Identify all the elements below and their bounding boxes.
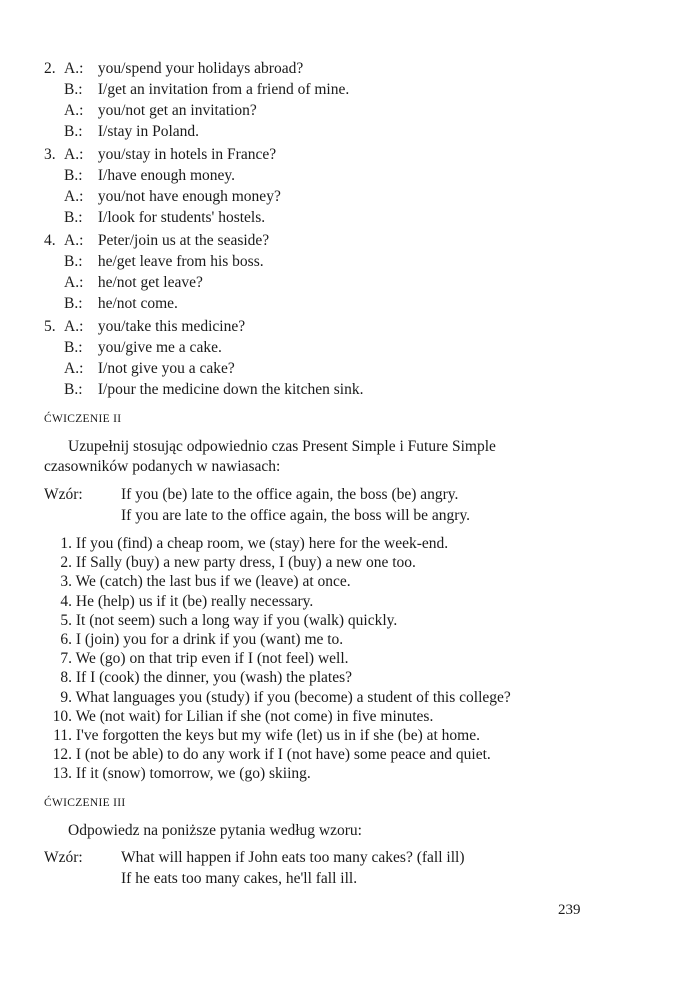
dialogue-line [44, 187, 604, 208]
dialogue-line [44, 338, 604, 359]
speaker-label: A.: [64, 232, 84, 249]
sentence-item [44, 592, 604, 611]
instruction-line-1: Uzupełnij stosując odpowiednio czas Present Simple i Future Simple [68, 438, 496, 455]
dialogue-text: he/get leave from his boss. [97, 252, 264, 270]
dialogue-line [44, 80, 604, 101]
dialogue-text: I/look for students' hostels. [97, 208, 266, 226]
sentence-text: If Sally (buy) a new party dress, I (buy) a new one too. [75, 554, 416, 572]
sentence-number: 6. [60, 631, 72, 649]
example-question: If you (be) late to the office again, the boss (be) angry. [121, 486, 459, 503]
dialogue-text: I/have enough money. [97, 166, 236, 184]
item-number: 2. [44, 60, 56, 77]
sentence-item [44, 745, 604, 764]
sentence-text: If I (cook) the dinner, you (wash) the plates? [75, 669, 352, 687]
sentence-item [44, 611, 604, 630]
example-question: What will happen if John eats too many cakes? (fall ill) [121, 849, 465, 866]
sentence-number: 1. [60, 535, 72, 552]
speaker-label: B.: [64, 166, 83, 184]
exercise-2-heading: ĆWICZENIE II [44, 413, 122, 425]
speaker-label: A.: [64, 188, 84, 205]
example-answer: If you are late to the office again, the boss will be angry. [121, 506, 471, 524]
exercise-3-instruction [44, 821, 589, 841]
dialogue-line [44, 359, 604, 380]
exercise-2-sentences [44, 534, 604, 784]
dialogue-text: you/give me a cake. [97, 338, 222, 356]
dialogue-line [44, 252, 604, 273]
speaker-label: A.: [64, 60, 84, 77]
dialogue-line [44, 273, 604, 294]
dialogue-line [44, 145, 604, 166]
sentence-item [44, 553, 604, 572]
sentence-item [44, 572, 604, 591]
dialogue-line [44, 317, 604, 338]
sentence-number: 5. [60, 611, 72, 629]
sentence-item [44, 630, 604, 649]
dialogue-text: Peter/join us at the seaside? [97, 232, 270, 249]
instruction-line-2: czasowników podanych w nawiasach: [44, 458, 281, 475]
dialogue-line [44, 294, 604, 315]
dialogue-text: I/pour the medicine down the kitchen sink. [97, 380, 364, 398]
example-label: Wzór: [44, 486, 83, 503]
speaker-label: A.: [64, 360, 84, 377]
dialogue-line [44, 208, 604, 229]
dialogue-item-2 [44, 59, 604, 142]
speaker-label: B.: [64, 252, 83, 270]
sentence-number: 9. [60, 688, 72, 706]
dialogue-text: he/not get leave? [97, 274, 203, 291]
speaker-label: B.: [64, 294, 83, 312]
sentence-number: 12. [52, 746, 72, 764]
sentence-number: 8. [60, 669, 72, 687]
sentence-item [44, 764, 604, 783]
dialogue-line [44, 59, 604, 80]
sentence-text: I (join) you for a drink if you (want) me to. [75, 631, 344, 649]
sentence-number: 2. [60, 554, 72, 572]
sentence-text: It (not seem) such a long way if you (walk) quickly. [75, 611, 398, 629]
sentence-item [44, 688, 604, 707]
sentence-text: I (not be able) to do any work if I (not have) some peace and quiet. [75, 746, 491, 764]
speaker-label: B.: [64, 80, 83, 98]
speaker-label: A.: [64, 146, 84, 163]
dialogue-line [44, 122, 604, 143]
sentence-item [44, 534, 604, 553]
dialogue-item-3 [44, 145, 604, 228]
page-number: 239 [558, 902, 581, 918]
sentence-text: He (help) us if it (be) really necessary. [75, 592, 314, 610]
sentence-number: 7. [60, 650, 72, 668]
dialogue-text: I/not give you a cake? [97, 360, 235, 377]
item-number: 5. [44, 318, 56, 335]
sentence-number: 4. [60, 592, 72, 610]
sentence-number: 11. [53, 727, 72, 745]
sentence-item [44, 707, 604, 726]
exercise-3-example [44, 848, 604, 889]
sentence-item [44, 726, 604, 745]
speaker-label: A.: [64, 318, 84, 335]
item-number: 4. [44, 232, 56, 249]
sentence-text: We (not wait) for Lilian if she (not come) in five minutes. [75, 707, 434, 725]
sentence-text: I've forgotten the keys but my wife (let) us in if she (be) at home. [75, 727, 480, 745]
exercise-2-instruction [44, 437, 589, 477]
sentence-number: 13. [52, 765, 72, 783]
dialogue-text: you/take this medicine? [97, 318, 246, 335]
sentence-item [44, 668, 604, 687]
sentence-number: 10. [52, 707, 72, 725]
sentence-text: We (catch) the last bus if we (leave) at once. [75, 573, 351, 591]
speaker-label: A.: [64, 274, 84, 291]
dialogue-line [44, 166, 604, 187]
dialogue-text: you/stay in hotels in France? [97, 146, 277, 163]
dialogue-text: I/get an invitation from a friend of mine. [97, 80, 350, 98]
example-answer: If he eats too many cakes, he'll fall ill. [121, 869, 358, 887]
exercise-3-heading: ĆWICZENIE III [44, 797, 126, 809]
speaker-label: A.: [64, 102, 84, 119]
dialogue-line [44, 101, 604, 122]
dialogue-line [44, 380, 604, 401]
dialogue-line [44, 231, 604, 252]
dialogue-text: I/stay in Poland. [97, 122, 200, 140]
sentence-text: What languages you (study) if you (become) a student of this college? [75, 688, 511, 706]
instruction-line: Odpowiedz na poniższe pytania według wzoru: [68, 822, 362, 839]
sentence-text: If you (find) a cheap room, we (stay) here for the week-end. [75, 535, 449, 552]
speaker-label: B.: [64, 338, 83, 356]
sentence-number: 3. [60, 573, 72, 591]
dialogue-item-5 [44, 317, 604, 400]
dialogue-item-4 [44, 231, 604, 314]
sentence-text: If it (snow) tomorrow, we (go) skiing. [75, 765, 311, 783]
dialogue-text: you/not have enough money? [97, 188, 281, 205]
dialogue-text: you/spend your holidays abroad? [97, 60, 304, 77]
sentence-item [44, 649, 604, 668]
speaker-label: B.: [64, 122, 83, 140]
example-label: Wzór: [44, 849, 83, 866]
dialogue-text: he/not come. [97, 294, 178, 312]
dialogue-text: you/not get an invitation? [97, 102, 257, 119]
sentence-text: We (go) on that trip even if I (not feel) well. [75, 650, 349, 668]
speaker-label: B.: [64, 380, 83, 398]
item-number: 3. [44, 146, 56, 163]
exercise-2-example [44, 485, 604, 526]
speaker-label: B.: [64, 208, 83, 226]
